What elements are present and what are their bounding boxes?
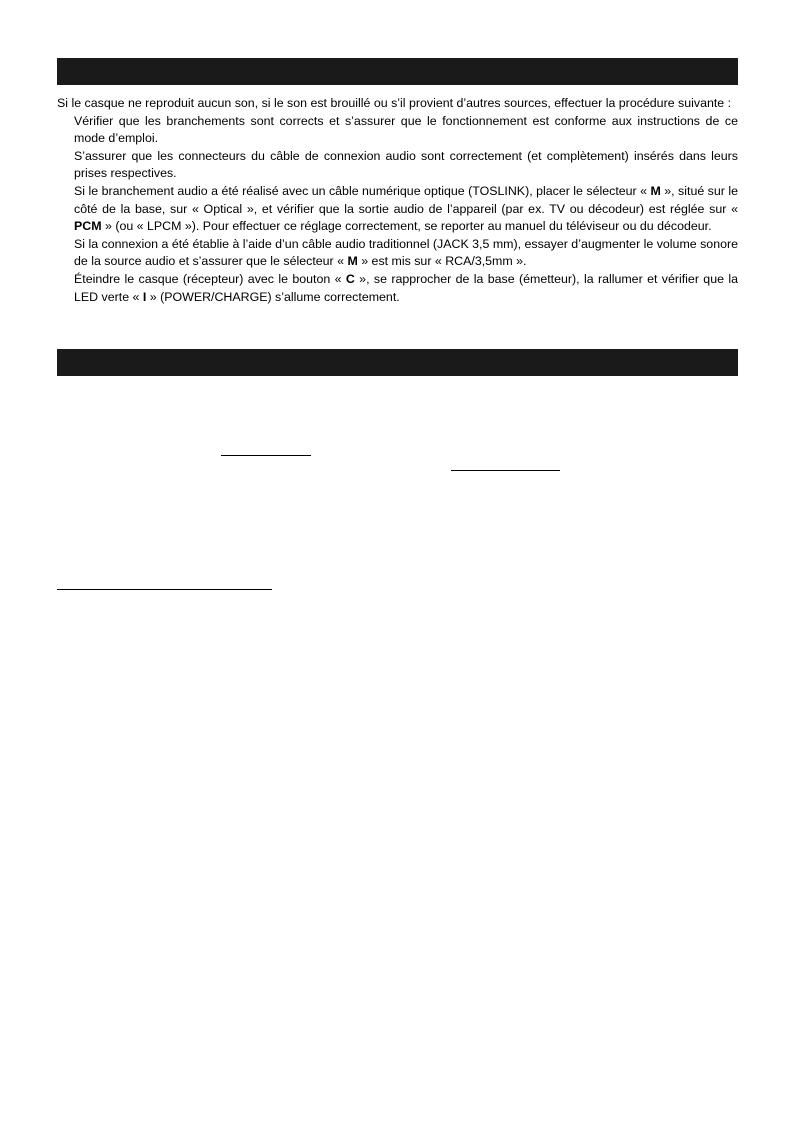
step-text: Si la connexion a été établie à l’aide d’un câble audio traditionnel (JACK 3,5 mm), essayer d’augmenter le volume sonore de la source audio et s’assurer que le sélecteur « [74, 236, 738, 269]
selector-key: M [347, 254, 358, 269]
step-optical-cable [74, 183, 738, 236]
selector-key: M [650, 183, 661, 198]
step-text: » est mis sur « RCA/3,5mm ». [357, 254, 527, 269]
step-text: », situé sur le côté de la base, sur « Optical », et vérifier que la sortie audio de l’appareil (par ex. TV ou décodeur) est réglée sur « [74, 183, 738, 216]
step-check-connections [74, 113, 738, 148]
step-text: Éteindre le casque (récepteur) avec le bouton « [74, 271, 346, 286]
step-text: S’assurer que les connecteurs du câble de connexion audio sont correctement (et complètement) insérés dans leurs prises respectives. [74, 148, 738, 181]
led-key: I [142, 289, 147, 304]
pcm-setting: PCM [74, 219, 102, 234]
underline-rule [221, 455, 311, 456]
step-jack-cable [74, 236, 738, 271]
step-text: Vérifier que les branchements sont corrects et s’assurer que le fonctionnement est conforme aux instructions de ce mode d’emploi. [74, 113, 738, 146]
step-text: » (ou « LPCM »). Pour effectuer ce réglage correctement, se reporter au manuel du téléviseur ou du décodeur. [101, 219, 712, 234]
step-text: », se rapprocher de la base (émetteur), la rallumer et vérifier que la LED verte « [74, 271, 738, 304]
step-text: Si le branchement audio a été réalisé avec un câble numérique optique (TOSLINK), placer le sélecteur « [74, 183, 651, 198]
step-text: » (POWER/CHARGE) s’allume correctement. [146, 289, 400, 304]
troubleshooting-steps [57, 113, 738, 307]
power-button-key: C [345, 271, 355, 286]
step-check-connectors [74, 148, 738, 183]
section-header-bar [57, 58, 738, 85]
troubleshooting-section [57, 95, 738, 306]
section-header-bar [57, 349, 738, 376]
troubleshooting-intro: Si le casque ne reproduit aucun son, si le son est brouillé ou s’il provient d’autres sources, effectuer la procédure suivante : [57, 96, 732, 110]
underline-rule [57, 589, 272, 590]
underline-rule [451, 470, 560, 471]
step-restart-headset [74, 271, 738, 306]
